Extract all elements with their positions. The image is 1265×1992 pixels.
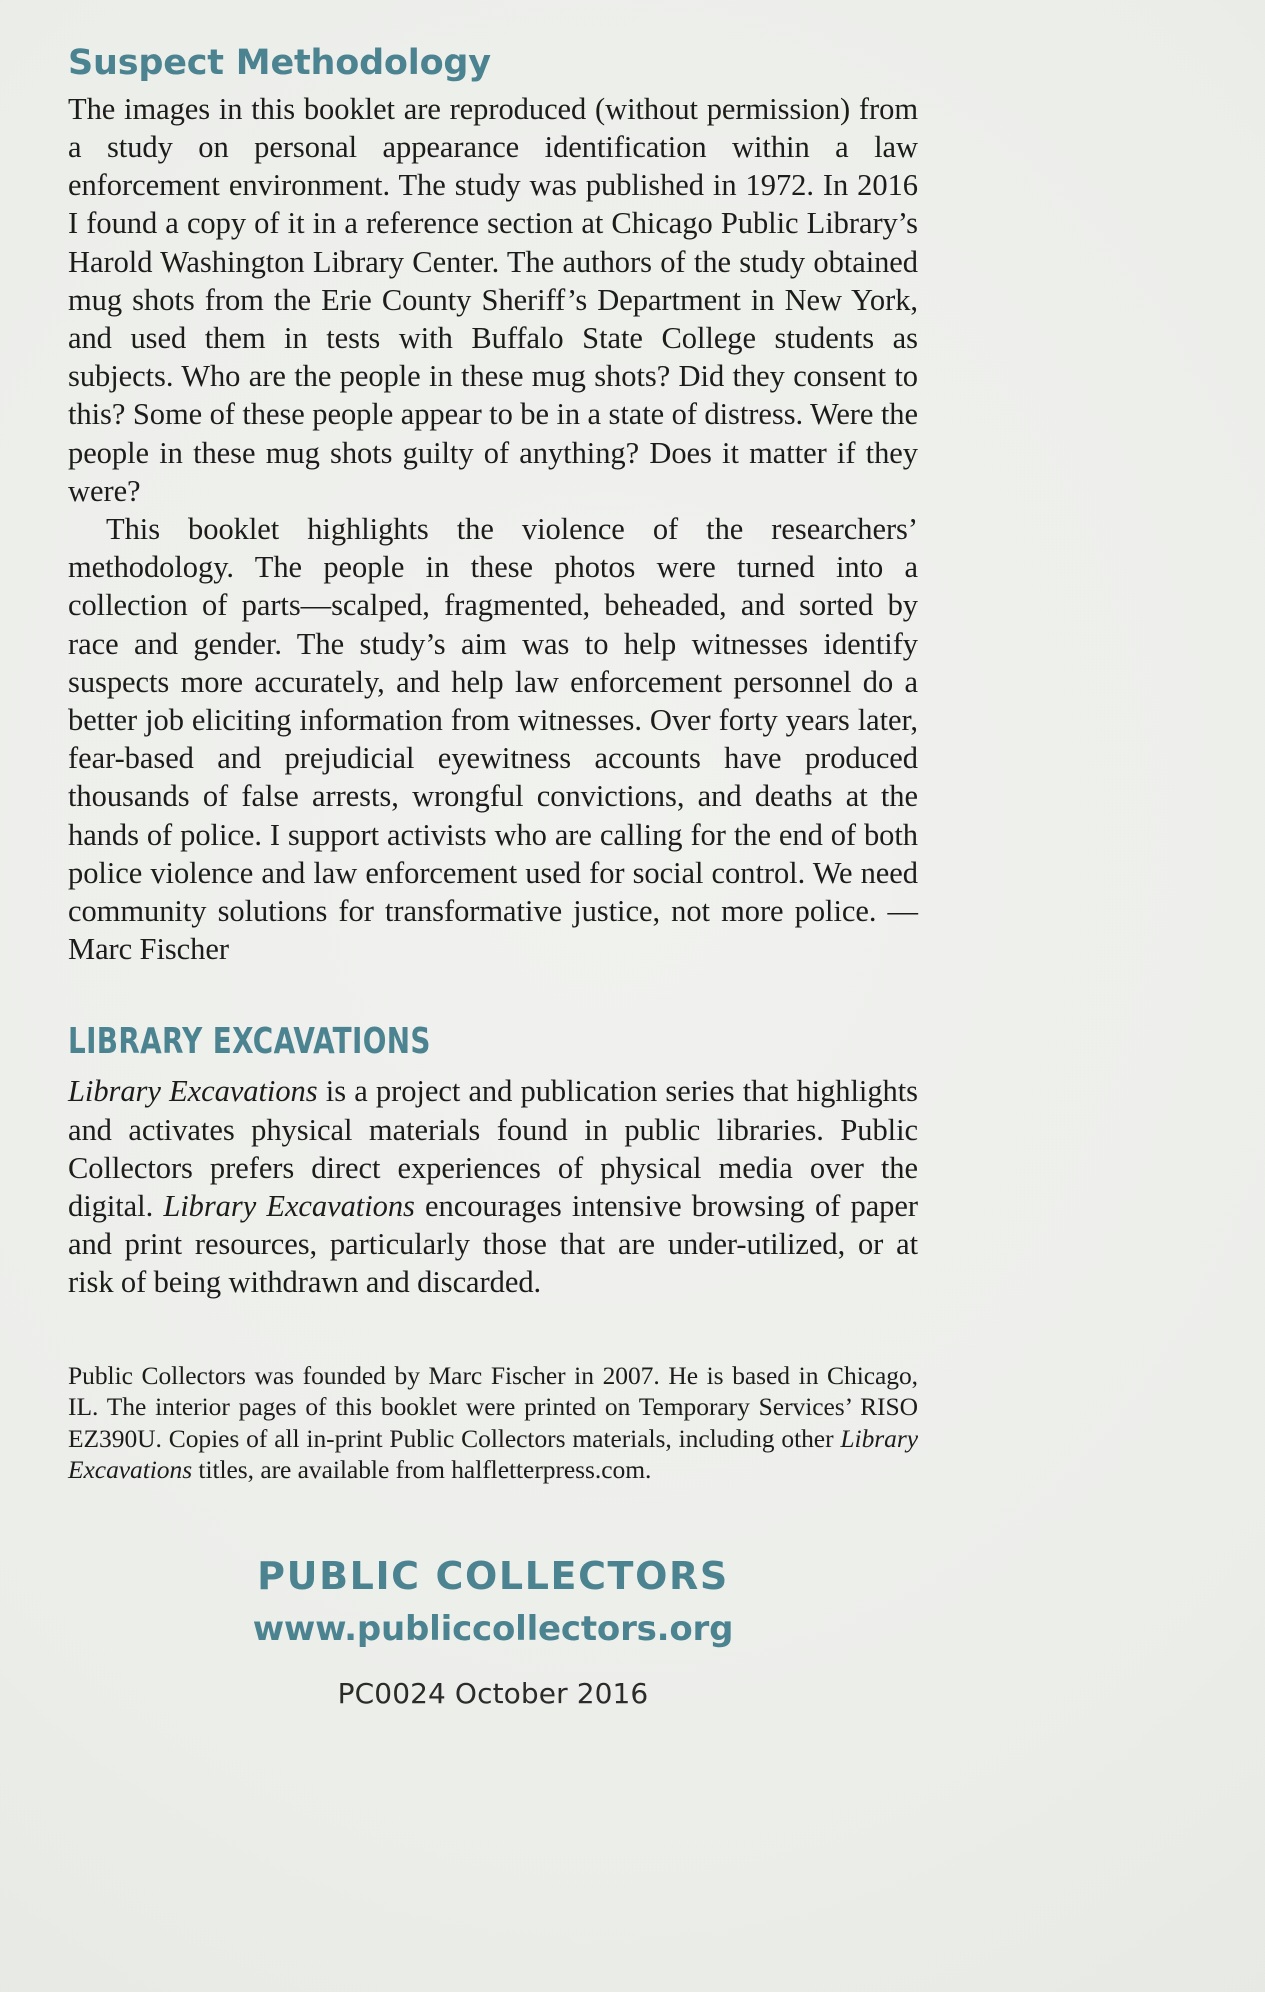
page-content <box>68 0 918 1992</box>
library-excavations-paragraph <box>68 1072 918 1301</box>
page-title: Suspect Methodology <box>68 43 491 83</box>
publisher-name: PUBLIC COLLECTORS <box>257 1553 729 1598</box>
library-excavations-title-italic-2: Library Excavations <box>163 1188 415 1223</box>
library-excavations-title-italic-1: Library Excavations <box>68 1074 318 1109</box>
colophon-title-italic: Library Excavations <box>68 1423 918 1485</box>
publisher-website[interactable]: www.publiccollectors.org <box>252 1609 734 1650</box>
spacer <box>68 968 918 1024</box>
footer <box>68 1553 918 1710</box>
methodology-paragraph-1: The images in this booklet are reproduced (without permission) from a study on personal appearance identification within a law enforcement environment. The study was published in 1972. In 2016 I found a copy of it in a reference section at Chicago Public Library’s Harold Washington Library Center. The authors of the study obtained mug shots from the Erie County Sheriff’s Department in New York, and used them in tests with Buffalo State College students as subjects. Who are the people in these mug shots? Did they consent to this? Some of these people appear to be in a state of distress. Were the people in these mug shots guilty of anything? Does it matter if they were? <box>68 91 918 508</box>
publication-code: PC0024 October 2016 <box>337 1676 649 1710</box>
library-excavations-text-2: encourages intensive browsing of paper and print resources, particularly those that are under-utilized, or at risk of being withdrawn and discarded. <box>68 1188 918 1300</box>
colophon-text-1: Public Collectors was founded by Marc Fischer in 2007. He is based in Chicago, IL. The interior pages of this booklet were printed on Temporary Services’ RISO EZ390U. Copies of all in-print Public Collectors materials, including other <box>68 1360 918 1453</box>
methodology-paragraph-2: This booklet highlights the violence of the researchers’ methodology. The people in these photos were turned into a collection of parts—scalped, fragmented, beheaded, and sorted by race and gender. The study’s aim was to help witnesses identify suspects more accurately, and help law enforcement personnel do a better job eliciting information from witnesses. Over forty years later, fear-based and prejudicial eyewitness accounts have produced thousands of false arrests, wrongful convictions, and deaths at the hands of police. I support activists who are calling for the end of both police violence and law enforcement used for social control. We need community solutions for transformative justice, not more police. — Marc Fischer <box>68 511 918 967</box>
library-excavations-heading: LIBRARY EXCAVATIONS <box>68 1021 431 1063</box>
spacer <box>68 1302 918 1360</box>
library-excavations-text-1: is a project and publication series that highlights and activates physical materials found in public libraries. Public Collectors prefers direct experiences of physical media over the digital. <box>68 1074 919 1223</box>
colophon-paragraph <box>68 1360 918 1486</box>
colophon-text-2: titles, are available from halfletterpress.com. <box>192 1455 652 1485</box>
